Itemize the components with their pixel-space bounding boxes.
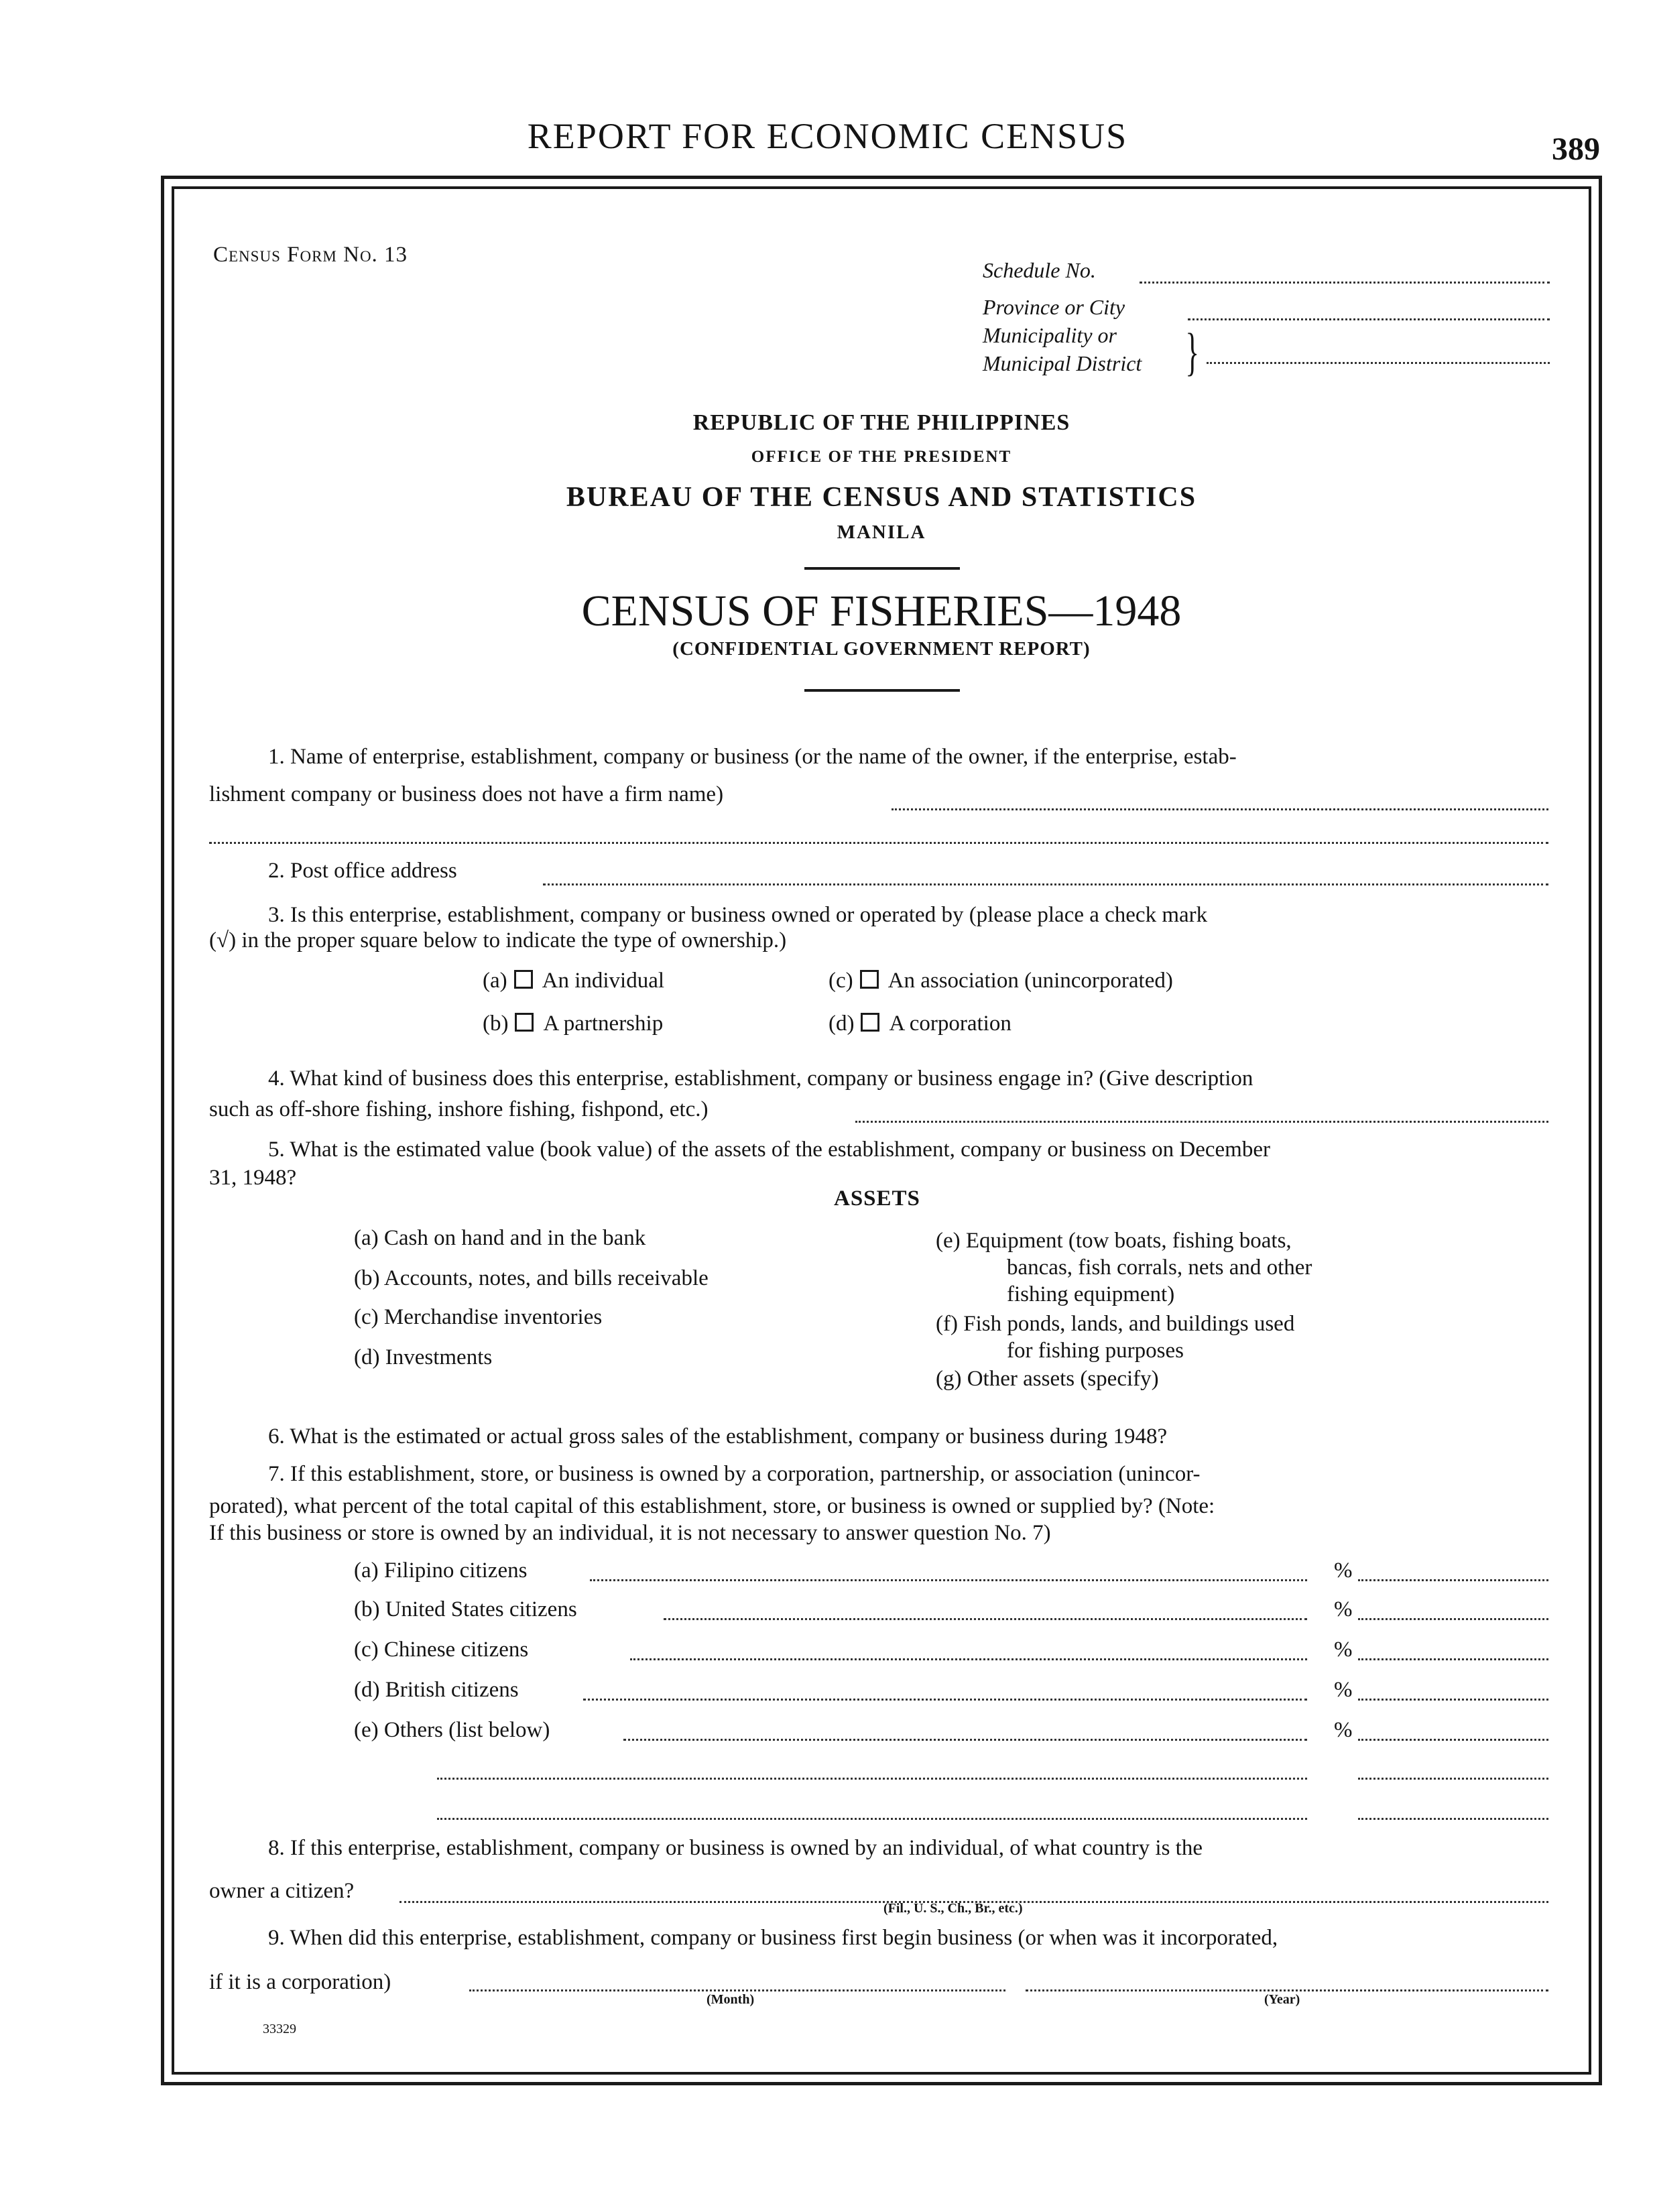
schedule-no-field[interactable] [1140, 282, 1550, 284]
q9-line2: if it is a corporation) [209, 1970, 391, 1994]
province-label: Province or City [983, 295, 1125, 319]
q3-checkbox-d[interactable] [861, 1013, 879, 1032]
municipality-field[interactable] [1207, 362, 1550, 364]
city-heading: MANILA [837, 521, 926, 543]
schedule-no-label: Schedule No. [983, 258, 1096, 282]
q7-item-e: (e) Others (list below) [354, 1718, 550, 1742]
municipality-label-2: Municipal District [983, 351, 1142, 375]
q8-hint: (Fil., U. S., Ch., Br., etc.) [883, 1901, 1023, 1916]
q3-option-d[interactable] [829, 1007, 1012, 1040]
running-title: REPORT FOR ECONOMIC CENSUS [527, 116, 1128, 156]
q2-label: 2. Post office address [268, 859, 457, 883]
q3-option-b[interactable] [483, 1007, 663, 1040]
q7-item-c-pct: % [1334, 1638, 1353, 1662]
q1-line2: lishment company or business does not have a firm name) [209, 782, 724, 806]
asset-item-a: (a) Cash on hand and in the bank [354, 1226, 646, 1250]
q3-option-c-label: An association (unincorporated) [887, 969, 1173, 993]
q3-option-a-label: An individual [542, 969, 665, 993]
q7-item-a-field[interactable] [590, 1579, 1307, 1581]
q3-checkbox-a[interactable] [514, 970, 533, 989]
q7-item-b-pct-field[interactable] [1358, 1618, 1548, 1620]
q4-answer-field[interactable] [855, 1121, 1548, 1123]
divider-bottom [804, 689, 960, 692]
q3-option-c-key: (c) [829, 969, 853, 993]
q7-line1: 7. If this establishment, store, or business is owned by a corporation, partnership, or association (unincor- [268, 1462, 1201, 1486]
q6-label: 6. What is the estimated or actual gross sales of the establishment, company or business during 1948? [268, 1424, 1168, 1449]
q3-checkbox-b[interactable] [515, 1013, 534, 1032]
q7-item-a: (a) Filipino citizens [354, 1558, 528, 1583]
province-field[interactable] [1188, 318, 1550, 320]
q5-line2: 31, 1948? [209, 1166, 297, 1190]
q7-line2: porated), what percent of the total capital of this establishment, store, or business is owned or supplied by? (Note: [209, 1494, 1215, 1518]
q7-item-b-pct: % [1334, 1597, 1353, 1621]
q7-line3: If this business or store is owned by an individual, it is not necessary to answer question No. 7) [209, 1521, 1051, 1545]
q9-year-field[interactable] [1026, 1989, 1548, 1991]
q7-item-e-pct-field[interactable] [1358, 1739, 1548, 1741]
assets-heading: ASSETS [834, 1186, 920, 1211]
q1-answer-field[interactable] [892, 808, 1548, 810]
asset-item-g: (g) Other assets (specify) [936, 1367, 1159, 1391]
q7-others-field-2[interactable] [437, 1818, 1307, 1820]
office-heading: OFFICE OF THE PRESIDENT [751, 448, 1012, 466]
q4-line1: 4. What kind of business does this enterprise, establishment, company or business engage in? (Give description [268, 1066, 1253, 1091]
q3-line2: (√) in the proper square below to indicate the type of ownership.) [209, 928, 787, 953]
q7-item-c: (c) Chinese citizens [354, 1638, 529, 1662]
q7-item-d-pct: % [1334, 1678, 1353, 1702]
q4-line2: such as off-shore fishing, inshore fishing, fishpond, etc.) [209, 1097, 709, 1121]
q9-line1: 9. When did this enterprise, establishment, company or business first begin business (or when was it incorporated, [268, 1926, 1278, 1950]
q7-others-field-1[interactable] [437, 1778, 1307, 1780]
asset-item-e-line1: (e) Equipment (tow boats, fishing boats, [936, 1229, 1292, 1253]
q7-item-e-field[interactable] [623, 1739, 1307, 1741]
form-subtitle: (CONFIDENTIAL GOVERNMENT REPORT) [672, 638, 1091, 660]
q3-option-b-label: A partnership [543, 1011, 664, 1036]
q1-line1: 1. Name of enterprise, establishment, company or business (or the name of the owner, if the enterprise, estab- [268, 745, 1237, 769]
q7-item-d-pct-field[interactable] [1358, 1699, 1548, 1701]
q9-month-label: (Month) [707, 1992, 755, 2007]
q7-item-d: (d) British citizens [354, 1678, 519, 1702]
q9-year-label: (Year) [1264, 1992, 1300, 2007]
republic-heading: REPUBLIC OF THE PHILIPPINES [692, 410, 1070, 435]
q3-option-a-key: (a) [483, 969, 507, 993]
asset-item-e-line3: fishing equipment) [1007, 1282, 1175, 1306]
q3-option-b-key: (b) [483, 1011, 509, 1036]
q7-item-b: (b) United States citizens [354, 1597, 577, 1621]
q3-option-a[interactable] [483, 964, 664, 997]
q8-line2: owner a citizen? [209, 1879, 355, 1903]
q3-checkbox-c[interactable] [860, 970, 879, 989]
asset-item-e-line2: bancas, fish corrals, nets and other [1007, 1255, 1312, 1280]
bureau-heading: BUREAU OF THE CENSUS AND STATISTICS [566, 482, 1197, 513]
q3-option-c[interactable] [829, 964, 1173, 997]
q9-month-field[interactable] [469, 1989, 1005, 1991]
q7-item-d-field[interactable] [583, 1699, 1307, 1701]
q5-line1: 5. What is the estimated value (book value) of the assets of the establishment, company or business on December [268, 1138, 1270, 1162]
asset-item-f-line1: (f) Fish ponds, lands, and buildings used [936, 1312, 1295, 1336]
asset-item-d: (d) Investments [354, 1345, 493, 1369]
form-stamp-number: 33329 [263, 2022, 296, 2036]
q7-others-pct-field-1[interactable] [1358, 1778, 1548, 1780]
q7-item-a-pct-field[interactable] [1358, 1579, 1548, 1581]
q3-option-d-key: (d) [829, 1011, 855, 1036]
q7-item-c-pct-field[interactable] [1358, 1658, 1548, 1660]
q7-item-a-pct: % [1334, 1558, 1353, 1583]
divider-top [804, 567, 960, 570]
q8-line1: 8. If this enterprise, establishment, company or business is owned by an individual, of what country is the [268, 1836, 1203, 1860]
q3-line1: 3. Is this enterprise, establishment, company or business owned or operated by (please place a check mark [268, 903, 1208, 927]
asset-item-c: (c) Merchandise inventories [354, 1305, 603, 1329]
brace-glyph: } [1185, 322, 1200, 381]
form-title: CENSUS OF FISHERIES—1948 [581, 587, 1182, 635]
q7-others-pct-field-2[interactable] [1358, 1818, 1548, 1820]
form-number: Census Form No. 13 [213, 243, 408, 267]
municipality-label-1: Municipality or [983, 323, 1117, 347]
q2-answer-field[interactable] [543, 883, 1548, 885]
page-number: 389 [1552, 131, 1600, 167]
q7-item-b-field[interactable] [664, 1618, 1307, 1620]
q7-item-e-pct: % [1334, 1718, 1353, 1742]
asset-item-f-line2: for fishing purposes [1007, 1339, 1184, 1363]
form-inner-border [172, 186, 1591, 2075]
q7-item-c-field[interactable] [630, 1658, 1307, 1660]
asset-item-b: (b) Accounts, notes, and bills receivable [354, 1266, 709, 1290]
q1-answer-field-2[interactable] [209, 842, 1548, 844]
q3-option-d-label: A corporation [889, 1011, 1012, 1036]
